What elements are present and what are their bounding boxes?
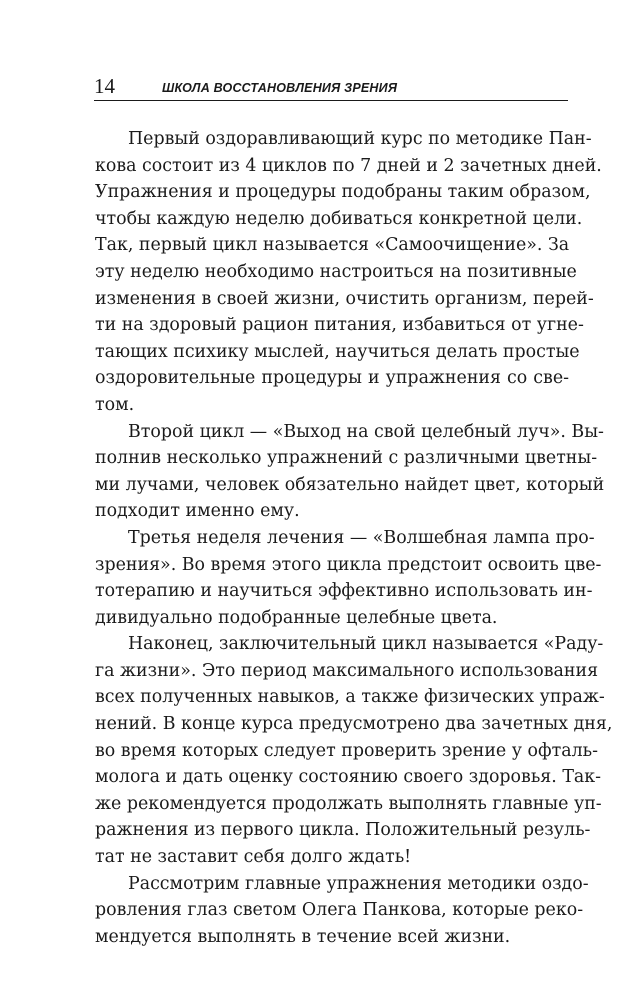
text-line: дивидуально подобранные целебные цвета.	[95, 607, 498, 628]
text-line: тотерапию и научиться эффективно использовать ин-	[95, 581, 593, 602]
text-line: Наконец, заключительный цикл называется «Раду-	[128, 634, 604, 655]
text-line: подходит именно ему.	[95, 501, 300, 522]
text-line: Первый оздоравливающий курс по методике Пан-	[128, 129, 592, 149]
text-line: том.	[95, 394, 135, 415]
text-line: га жизни». Это период максимального использования	[95, 660, 599, 681]
paragraph	[95, 871, 589, 951]
paragraph	[95, 631, 613, 870]
paragraph	[95, 525, 602, 631]
book-title: ШКОЛА ВОССТАНОВЛЕНИЯ ЗРЕНИЯ	[162, 81, 398, 95]
text-line: оздоровительные процедуры и упражнения со све-	[95, 368, 569, 389]
text-line: нений. В конце курса предусмотрено два зачетных дня,	[95, 714, 613, 735]
text-line: Так, первый цикл называется «Самоочищение». За	[95, 235, 570, 256]
text-line: ти на здоровый рацион питания, избавиться от угне-	[95, 315, 584, 336]
text-line: эту неделю необходимо настроиться на позитивные	[95, 261, 577, 282]
text-line: Второй цикл — «Выход на свой целебный луч». Вы-	[128, 421, 604, 442]
text-line: во время которых следует проверить зрение у офталь-	[95, 740, 598, 761]
text-line: ровления глаз светом Олега Панкова, которые реко-	[95, 900, 584, 921]
text-line: всех полученных навыков, а также физических упраж-	[95, 687, 605, 708]
text-line: тающих психику мыслей, научиться делать простые	[95, 341, 580, 362]
text-line: ражнения из первого цикла. Положительный резуль-	[95, 820, 591, 841]
text-line: мендуется выполнять в течение всей жизни.	[95, 926, 511, 947]
text-line: молога и дать оценку состоянию своего здоровья. Так-	[95, 767, 602, 788]
text-line: чтобы каждую неделю добиваться конкретной цели.	[95, 208, 583, 229]
running-head	[94, 74, 568, 101]
text-line: ми лучами, человек обязательно найдет цвет, который	[95, 474, 605, 495]
text-line: полнив несколько упражнений с различными цветны-	[95, 448, 598, 469]
text-line: Третья неделя лечения — «Волшебная лампа про-	[128, 527, 595, 548]
text-line: же рекомендуется продолжать выполнять главные уп-	[95, 793, 602, 814]
text-line: кова состоит из 4 циклов по 7 дней и 2 зачетных дней.	[95, 155, 602, 176]
text-line: тат не заставит себя долго ждать!	[95, 847, 412, 868]
text-line: изменения в своей жизни, очистить организм, перей-	[95, 288, 594, 309]
page-number: 14	[94, 74, 115, 98]
text-line: Упражнения и процедуры подобраны таким образом,	[95, 182, 591, 203]
text-line: зрения». Во время этого цикла предстоит освоить цве-	[95, 554, 602, 575]
paragraph	[95, 126, 602, 419]
body-text	[95, 126, 613, 950]
text-line: Рассмотрим главные упражнения методики оздо-	[128, 873, 589, 894]
paragraph	[95, 419, 605, 525]
